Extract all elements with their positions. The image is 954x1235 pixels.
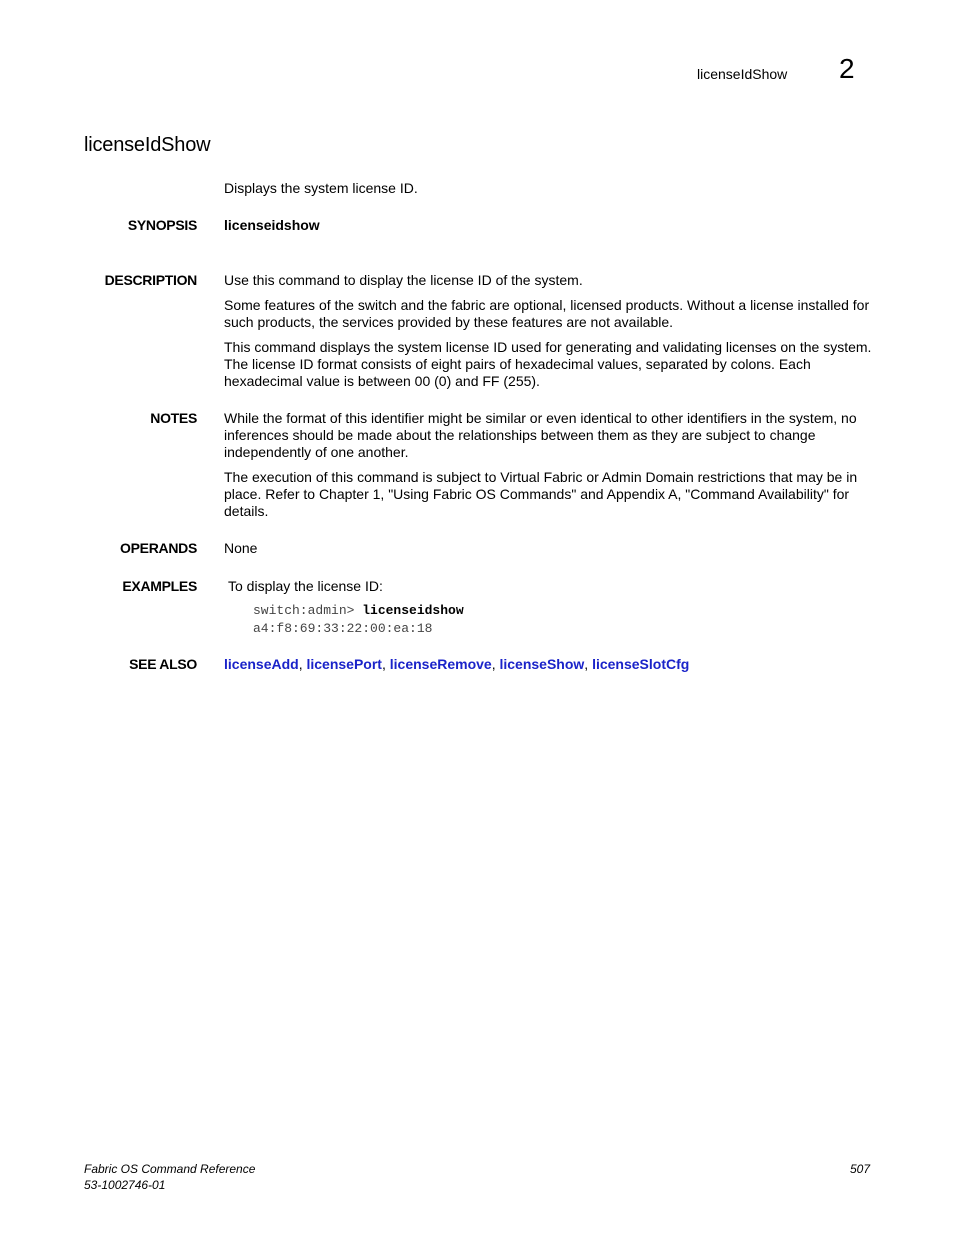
operands-label: OPERANDS xyxy=(120,540,197,556)
see-also-label: SEE ALSO xyxy=(129,656,197,672)
description-paragraph: Some features of the switch and the fabric are optional, licensed products. Without a license installed for such products, the services provided by these features are not available. xyxy=(224,297,870,330)
synopsis-label: SYNOPSIS xyxy=(127,217,197,233)
intro-text: Displays the system license ID. xyxy=(224,180,418,196)
description-paragraph: This command displays the system license ID used for generating and validating licenses on the system. The license ID format consists of eight pairs of hexadecimal values, separated by colons. Each hexadecimal value is between 00 (0) and FF (255). xyxy=(224,339,872,389)
description-label: DESCRIPTION xyxy=(104,272,197,288)
footer-document-title: Fabric OS Command Reference xyxy=(84,1162,256,1176)
footer-page-number: 507 xyxy=(849,1162,870,1176)
synopsis-content: licenseidshow xyxy=(224,217,320,233)
code-example xyxy=(253,602,464,638)
code-line-output: a4:f8:69:33:22:00:ea:18 xyxy=(253,621,433,636)
notes-paragraph: While the format of this identifier might be similar or even identical to other identifiers in the system, no inferences should be made about the relationships between them as they are subject to change independently of one another. xyxy=(224,410,857,460)
code-command: licenseidshow xyxy=(362,603,464,618)
link-separator: , xyxy=(381,656,390,672)
link-licenseshow[interactable]: licenseShow xyxy=(499,656,585,672)
footer-document-number: 53-1002746-01 xyxy=(84,1178,166,1192)
running-header-title: licenseIdShow xyxy=(697,66,788,82)
examples-content: To display the license ID: xyxy=(228,578,383,594)
description-content xyxy=(224,272,874,398)
notes-paragraph: The execution of this command is subject to Virtual Fabric or Admin Domain restrictions that may be in place. Refer to Chapter 1, "Using Fabric OS Commands" and Appendix A, "Command Availability" for details. xyxy=(224,469,858,519)
code-line-command xyxy=(253,602,464,620)
link-separator: , xyxy=(584,656,593,672)
link-licenseadd[interactable]: licenseAdd xyxy=(224,656,299,672)
code-prompt: switch:admin> xyxy=(253,603,363,618)
chapter-number: 2 xyxy=(839,53,855,84)
link-licenseremove[interactable]: licenseRemove xyxy=(389,656,492,672)
footer-left xyxy=(84,1161,255,1193)
notes-label: NOTES xyxy=(150,410,197,426)
examples-label: EXAMPLES xyxy=(122,578,197,594)
link-licenseslotcfg[interactable]: licenseSlotCfg xyxy=(592,656,690,672)
see-also-content xyxy=(224,656,874,673)
page-heading: licenseIdShow xyxy=(84,134,211,156)
notes-content xyxy=(224,410,874,528)
link-separator: , xyxy=(491,656,500,672)
operands-content: None xyxy=(224,540,258,556)
link-licenseport[interactable]: licensePort xyxy=(306,656,382,672)
link-separator: , xyxy=(298,656,307,672)
description-paragraph: Use this command to display the license ID of the system. xyxy=(224,272,583,288)
